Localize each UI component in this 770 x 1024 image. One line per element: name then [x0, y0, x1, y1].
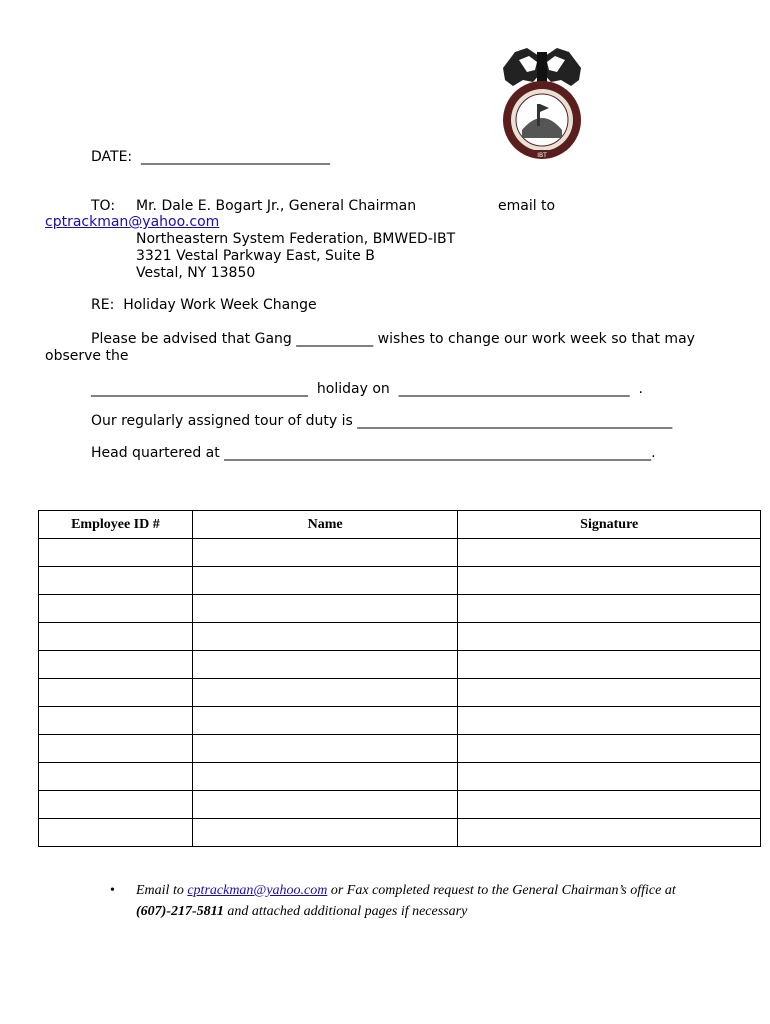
address-line-3: Vestal, NY 13850	[136, 265, 256, 281]
header-signature: Signature	[458, 511, 761, 539]
name-cell[interactable]	[192, 595, 458, 623]
signature-cell[interactable]	[458, 735, 761, 763]
address-line-1: Northeastern System Federation, BMWED-IBT	[136, 231, 456, 247]
employee-id-cell[interactable]	[39, 735, 193, 763]
to-name: Mr. Dale E. Bogart Jr., General Chairman	[136, 198, 417, 214]
table-row	[39, 735, 761, 763]
bullet-icon: •	[110, 883, 115, 898]
table-row	[39, 819, 761, 847]
employee-id-cell[interactable]	[39, 791, 193, 819]
header-employee-id: Employee ID #	[39, 511, 193, 539]
employee-id-cell[interactable]	[39, 763, 193, 791]
employee-id-cell[interactable]	[39, 595, 193, 623]
employee-id-cell[interactable]	[39, 819, 193, 847]
email-to-label: email to	[498, 198, 556, 214]
employee-id-cell[interactable]	[39, 567, 193, 595]
footer-email-link[interactable]: cptrackman@yahoo.com	[187, 883, 328, 898]
name-cell[interactable]	[192, 623, 458, 651]
name-cell[interactable]	[192, 539, 458, 567]
teamsters-logo	[497, 46, 587, 162]
holiday-line[interactable]: _______________________________ holiday on _________________________________ .	[91, 381, 644, 397]
headquartered-line[interactable]: Head quartered at _____________________________________________________________.	[91, 445, 656, 461]
table-row	[39, 679, 761, 707]
signature-cell[interactable]	[458, 707, 761, 735]
header-name: Name	[192, 511, 458, 539]
footer-middle: or Fax completed request to the General Chairman’s office at	[327, 883, 676, 898]
footer-prefix: Email to	[136, 883, 184, 898]
name-cell[interactable]	[192, 567, 458, 595]
table-header-row	[39, 511, 761, 539]
name-cell[interactable]	[192, 651, 458, 679]
advised-line-2: observe the	[45, 348, 129, 364]
signature-cell[interactable]	[458, 651, 761, 679]
table-row	[39, 707, 761, 735]
signature-cell[interactable]	[458, 623, 761, 651]
employee-id-cell[interactable]	[39, 679, 193, 707]
table-row	[39, 595, 761, 623]
name-cell[interactable]	[192, 763, 458, 791]
table-row	[39, 763, 761, 791]
name-cell[interactable]	[192, 707, 458, 735]
signature-cell[interactable]	[458, 595, 761, 623]
name-cell[interactable]	[192, 679, 458, 707]
logo-emblem-text: IBT	[537, 152, 547, 159]
signature-cell[interactable]	[458, 679, 761, 707]
employee-id-cell[interactable]	[39, 707, 193, 735]
email-link[interactable]: cptrackman@yahoo.com	[45, 214, 220, 230]
tour-of-duty-line[interactable]: Our regularly assigned tour of duty is _____________________________________________	[91, 413, 673, 429]
signature-cell[interactable]	[458, 539, 761, 567]
signature-cell[interactable]	[458, 763, 761, 791]
signature-cell[interactable]	[458, 819, 761, 847]
footer-note	[110, 880, 750, 922]
advised-line-1: Please be advised that Gang ___________ wishes to change our work week so that may	[91, 331, 695, 347]
name-cell[interactable]	[192, 735, 458, 763]
signature-cell[interactable]	[458, 567, 761, 595]
employee-id-cell[interactable]	[39, 623, 193, 651]
table-row	[39, 567, 761, 595]
name-cell[interactable]	[192, 819, 458, 847]
employee-table	[38, 510, 761, 847]
to-label: TO:	[91, 198, 116, 214]
employee-id-cell[interactable]	[39, 539, 193, 567]
signature-cell[interactable]	[458, 791, 761, 819]
table-row	[39, 623, 761, 651]
table-row	[39, 539, 761, 567]
footer-suffix: and attached additional pages if necessary	[223, 904, 468, 919]
name-cell[interactable]	[192, 791, 458, 819]
employee-id-cell[interactable]	[39, 651, 193, 679]
address-line-2: 3321 Vestal Parkway East, Suite B	[136, 248, 375, 264]
re-line: RE: Holiday Work Week Change	[91, 297, 317, 313]
footer-phone: (607)-217-5811	[136, 904, 224, 919]
horse-heads-icon	[503, 48, 581, 86]
table-row	[39, 651, 761, 679]
table-row	[39, 791, 761, 819]
date-field[interactable]: DATE: ___________________________	[91, 149, 331, 165]
